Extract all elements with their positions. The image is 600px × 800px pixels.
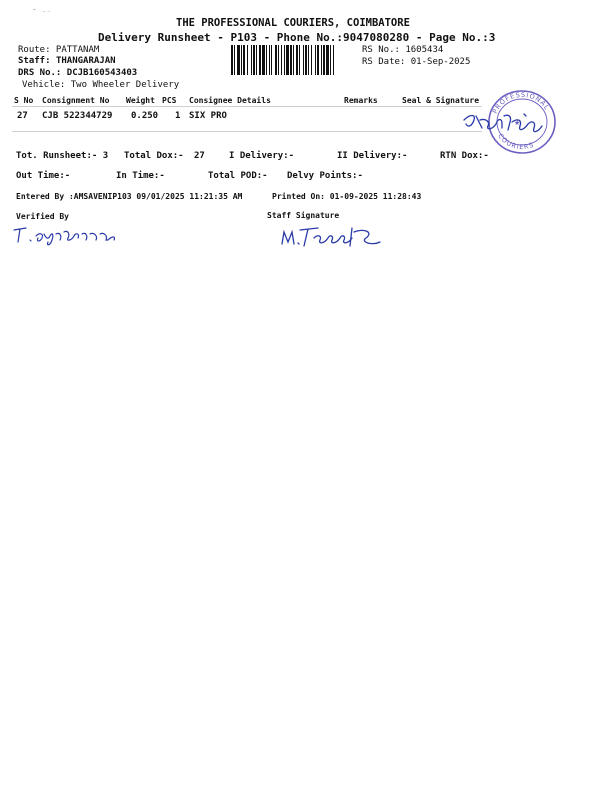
col-remarks: Remarks [344, 96, 378, 105]
barcode-bar [334, 45, 336, 75]
route-label: Route: PATTANAM [18, 45, 100, 55]
row-pcs: 1 [175, 111, 181, 121]
col-weight: Weight [126, 96, 155, 105]
table-rule [12, 106, 482, 107]
col-consignee: Consignee Details [189, 96, 271, 105]
svg-text:COURIERS: COURIERS [496, 132, 536, 152]
ii-delivery: II Delivery:- [337, 151, 408, 161]
rs-date: RS Date: 01-Sep-2025 [362, 57, 471, 67]
row-consignee: SIX PRO [189, 111, 227, 121]
entered-by: Entered By :AMSAVENIP103 09/01/2025 11:21:35 AM [16, 192, 243, 201]
seal-signature [462, 108, 552, 138]
out-time: Out Time:- [16, 171, 71, 181]
barcode [231, 45, 359, 75]
company-title: THE PROFESSIONAL COURIERS, COIMBATORE [176, 17, 410, 29]
svg-text:PROFESSIONAL: PROFESSIONAL [490, 90, 552, 115]
row-consignment: CJB 522344729 [42, 111, 113, 121]
svg-text:★: ★ [514, 119, 521, 127]
rtn-dox: RTN Dox:- [440, 151, 489, 161]
verified-by-signature [12, 224, 122, 248]
rs-number: RS No.: 1605434 [362, 45, 444, 55]
table-rule [12, 131, 482, 132]
total-runsheet: Tot. Runsheet:- 3 [16, 151, 109, 161]
staff-label: Staff: [18, 56, 51, 66]
staff-row [18, 56, 116, 66]
i-delivery: I Delivery:- [229, 151, 295, 161]
delvy-points: Delvy Points:- [287, 171, 363, 181]
verified-by-label: Verified By [16, 212, 69, 221]
in-time: In Time:- [116, 171, 165, 181]
scan-mark: ˜ ⁻⁻ [32, 8, 52, 17]
row-sno: 27 [17, 111, 28, 121]
drs-number: DCJB160543403 [66, 68, 138, 78]
staff-signature [280, 224, 390, 250]
total-dox-value: 27 [194, 151, 205, 161]
drs-label: DRS No.: [18, 68, 62, 78]
total-dox-label: Total Dox:- [124, 151, 184, 161]
row-weight: 0.250 [131, 111, 159, 121]
staff-signature-label: Staff Signature [267, 211, 340, 220]
vehicle-label: Vehicle: Two Wheeler Delivery [22, 80, 180, 90]
col-pcs: PCS [162, 96, 177, 105]
staff-name: THANGARAJAN [55, 56, 116, 66]
printed-on: Printed On: 01-09-2025 11:28:43 [272, 192, 422, 201]
col-sno: S No [14, 96, 34, 105]
col-consignment: Consignment No [42, 96, 110, 105]
runsheet-title: Delivery Runsheet - P103 - Phone No.:9047080280 - Page No.:3 [98, 31, 496, 44]
drs-row [18, 68, 137, 78]
total-pod: Total POD:- [208, 171, 268, 181]
col-seal-signature: Seal & Signature [402, 96, 480, 105]
